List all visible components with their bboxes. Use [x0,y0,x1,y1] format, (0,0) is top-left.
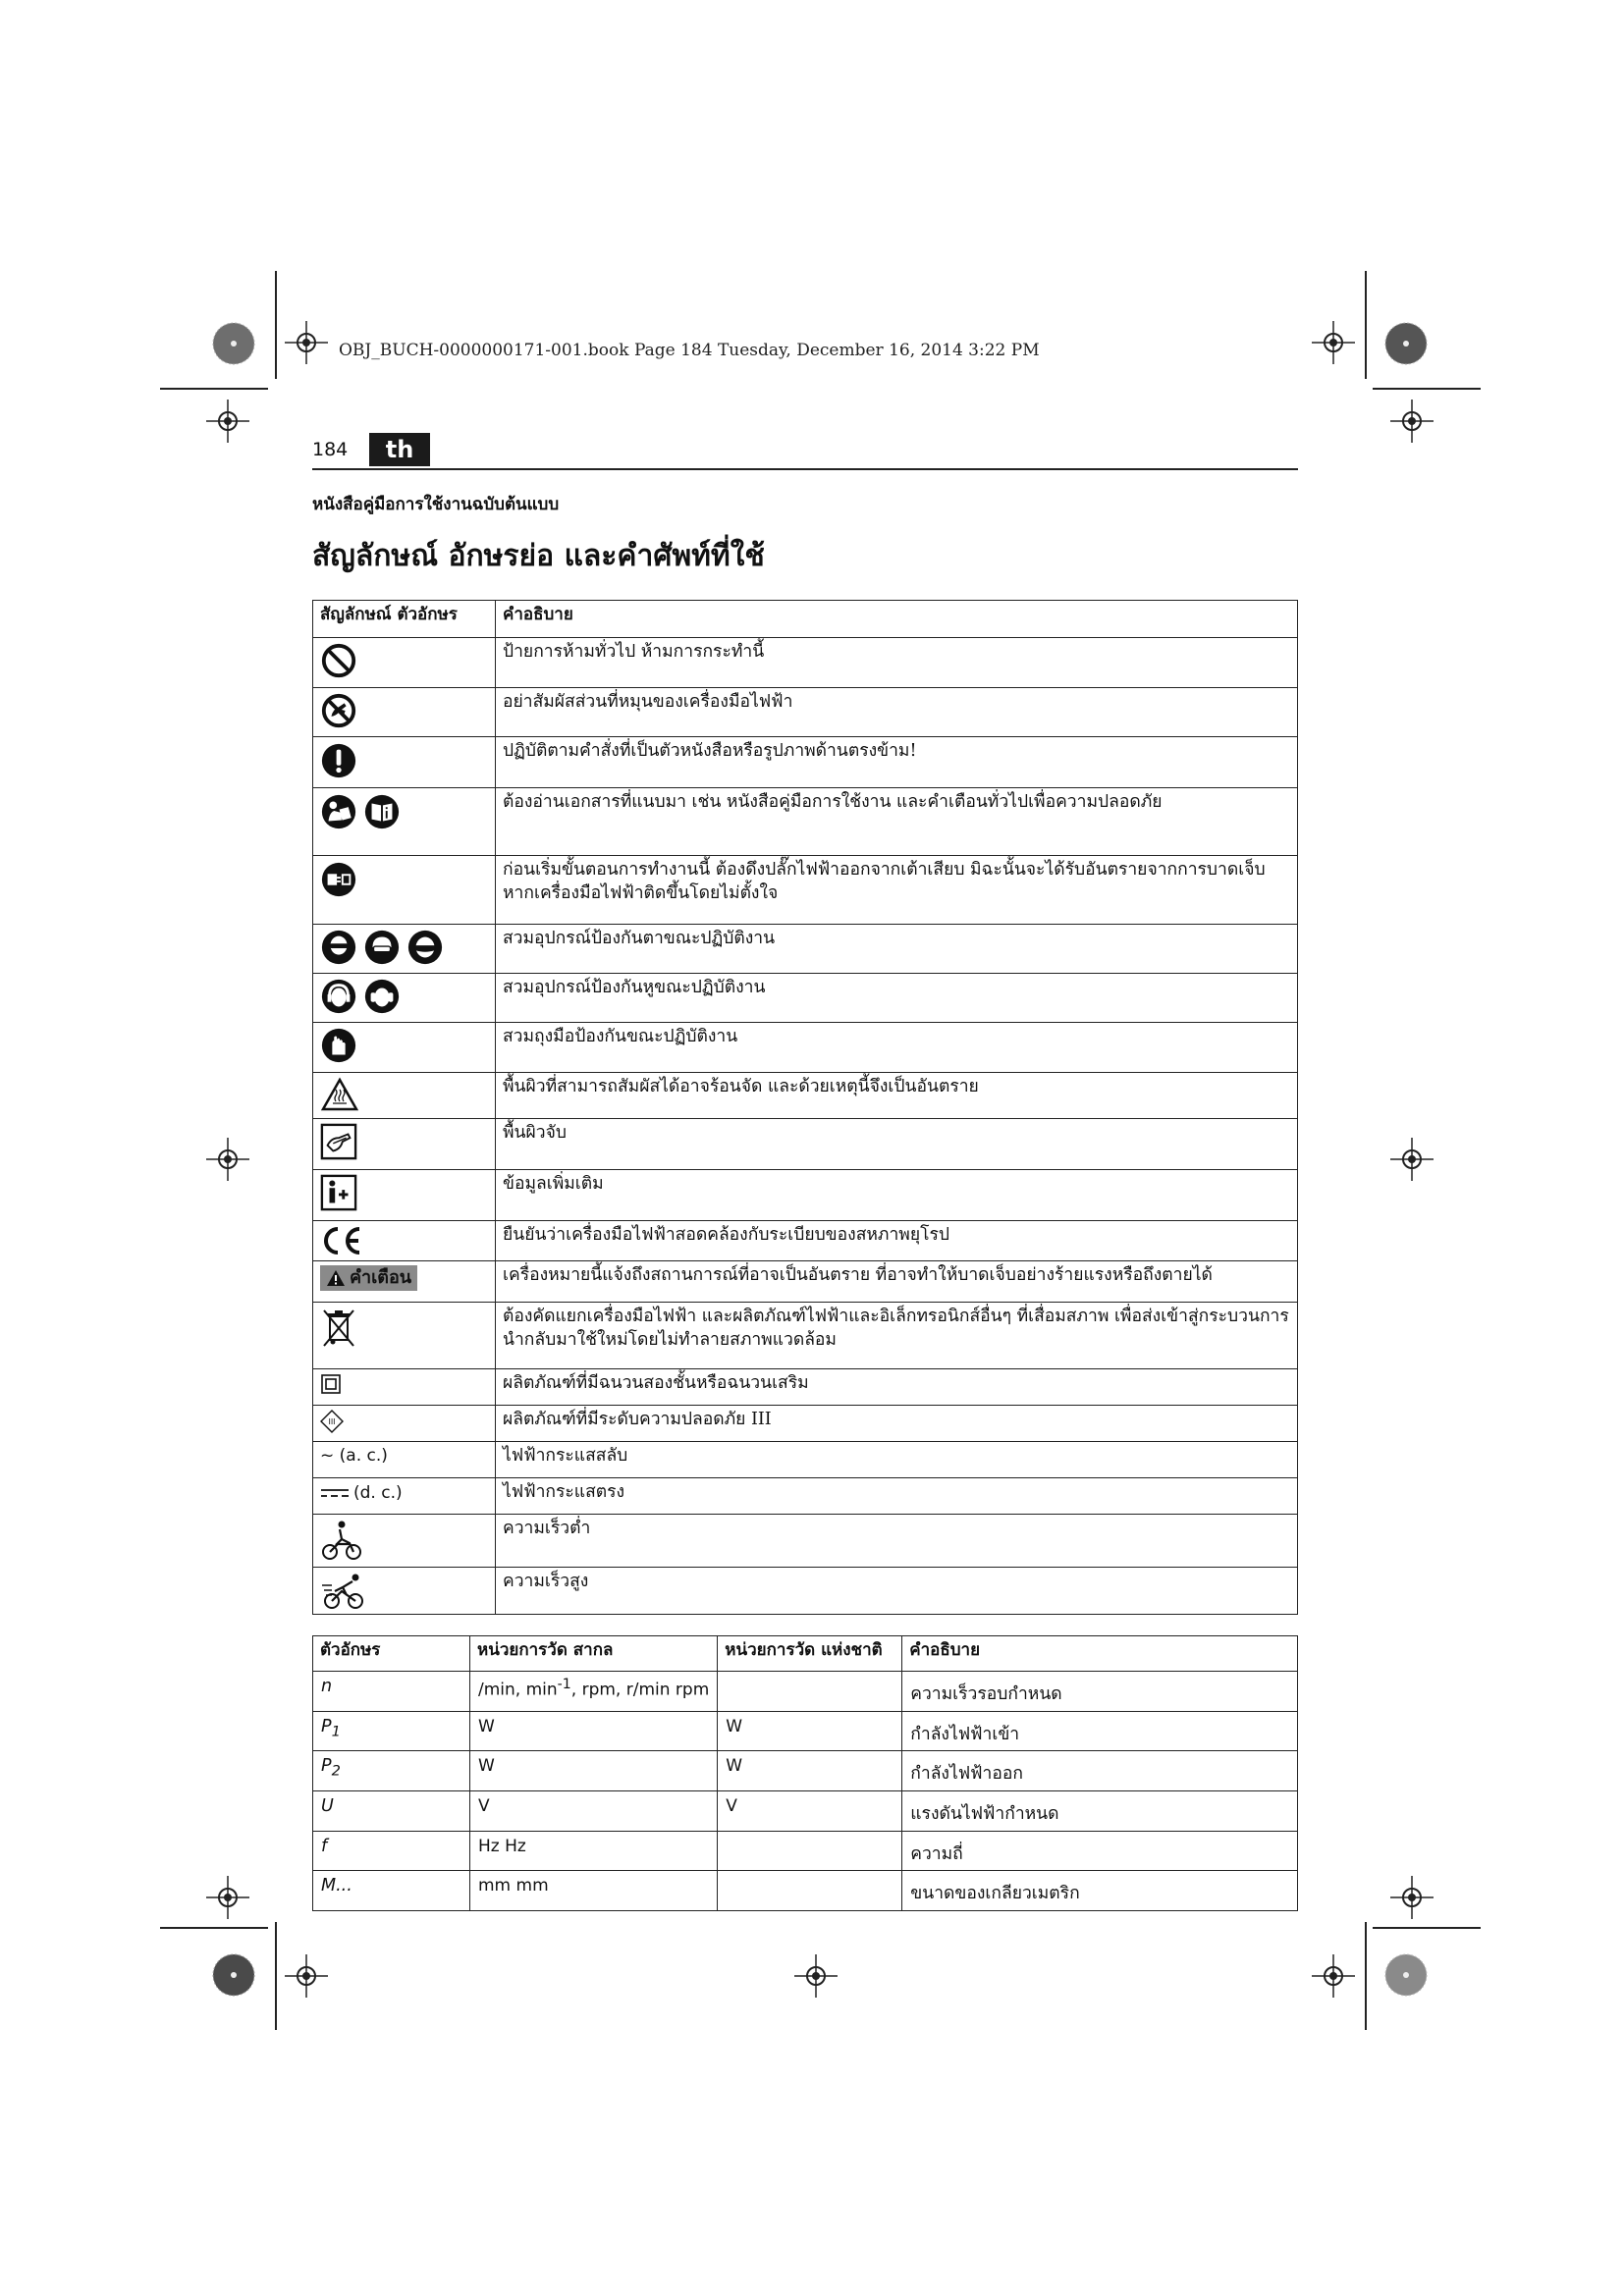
description-cell: ขนาดของเกลียวเมตริก [902,1871,1298,1911]
national-unit-cell [718,1871,902,1911]
si-unit-cell: Hz Hz [470,1831,718,1871]
color-wheel-icon [212,1953,255,1997]
trim-line [160,388,268,390]
crosshair-icon [1390,1138,1434,1181]
crosshair-icon [794,1954,838,1998]
low-speed-icon [320,1519,363,1562]
trim-line [1365,271,1367,379]
table-row [313,1568,1298,1615]
crosshair-icon [1312,321,1355,364]
si-unit-cell: W [470,1711,718,1751]
symbol-sub: 2 [331,1762,341,1780]
description-cell: ข้อมูลเพิ่มเติม [496,1170,1298,1221]
symbol-cell [313,1442,496,1478]
symbol-cell [313,1515,496,1568]
table-row [313,974,1298,1023]
table-header-row [313,1636,1298,1672]
description-cell: พื้นผิวที่สามารถสัมผัสได้อาจร้อนจัด และด้วยเหตุนี้จึงเป็นอันตราย [496,1073,1298,1119]
description-cell: ไฟฟ้ากระแสสลับ [496,1442,1298,1478]
column-header: คำอธิบาย [496,601,1298,638]
symbol-cell [313,737,496,788]
units-table [312,1635,1298,1911]
description-cell: ต้องคัดแยกเครื่องมือไฟฟ้า และผลิตภัณฑ์ไฟฟ้าและอิเล็กทรอนิกส์อื่นๆ ที่เสื่อมสภาพ เพื่อส่งเข้าสู่กระบวนการนำกลับมาใช้ใหม่โดยไม่ทำลายสภาพแวดล้อม [496,1303,1298,1369]
description-cell: แรงดันไฟฟ้ากำหนด [902,1790,1298,1831]
eye-protection-icon-3 [406,929,444,966]
table-row [313,788,1298,856]
trim-line [1365,1922,1367,2030]
description-cell: อย่าสัมผัสส่วนที่หมุนของเครื่องมือไฟฟ้า [496,688,1298,737]
crosshair-icon [285,1954,328,1998]
symbol-cell: n [313,1672,470,1712]
color-wheel-icon [1384,1953,1428,1997]
crosshair-icon [206,1138,249,1181]
si-unit-text: /min, min [478,1680,558,1700]
eye-protection-icon-2 [363,929,401,966]
symbol-cell [313,1303,496,1369]
symbol-text: P [321,1716,332,1736]
table-row [313,1478,1298,1515]
gloves-icon [320,1027,357,1064]
description-cell: ป้ายการห้ามทั่วไป ห้ามการกระทำนี้ [496,638,1298,688]
crosshair-icon [206,1876,249,1919]
ce-mark-icon [320,1225,363,1256]
table-row [313,1790,1298,1831]
high-speed-icon [320,1572,367,1611]
table-row [313,1871,1298,1911]
description-cell: กำลังไฟฟ้าเข้า [902,1711,1298,1751]
national-unit-cell: W [718,1751,902,1791]
symbol-cell: f [313,1831,470,1871]
symbol-cell [313,1261,496,1303]
table-row [313,856,1298,925]
warning-triangle-icon [326,1269,346,1287]
si-unit-cell [470,1672,718,1712]
description-cell: ผลิตภัณฑ์ที่มีระดับความปลอดภัย III [496,1406,1298,1442]
symbol-cell: U [313,1790,470,1831]
symbol-cell [313,1119,496,1170]
svg-text:III: III [328,1417,336,1426]
column-header: คำอธิบาย [902,1636,1298,1672]
crosshair-icon [206,400,249,443]
symbol-cell [313,856,496,925]
table-row [313,1119,1298,1170]
table-row [313,688,1298,737]
table-row [313,1369,1298,1406]
trim-line [275,271,277,379]
symbol-cell [313,1711,470,1751]
symbol-cell: M... [313,1871,470,1911]
description-cell: สวมถุงมือป้องกันขณะปฏิบัติงาน [496,1023,1298,1073]
trim-line [1373,1927,1481,1929]
description-cell: สวมอุปกรณ์ป้องกันหูขณะปฏิบัติงาน [496,974,1298,1023]
description-cell: ต้องอ่านเอกสารที่แนบมา เช่น หนังสือคู่มือการใช้งาน และคำเตือนทั่วไปเพื่อความปลอดภัย [496,788,1298,856]
table-row [313,638,1298,688]
description-cell: ความเร็วต่ำ [496,1515,1298,1568]
symbol-cell [313,1568,496,1615]
description-cell: สวมอุปกรณ์ป้องกันตาขณะปฏิบัติงาน [496,925,1298,974]
page-title: สัญลักษณ์ อักษรย่อ และคำศัพท์ที่ใช้ [312,539,765,573]
national-unit-cell [718,1672,902,1712]
trim-line [160,1927,268,1929]
column-header: หน่วยการวัด แห่งชาติ [718,1636,902,1672]
si-unit-sup: -1 [557,1677,571,1692]
warning-badge [320,1265,417,1291]
table-row [313,1831,1298,1871]
read-manual-person-icon [320,792,357,831]
class-ii-icon [320,1373,344,1395]
symbol-cell [313,688,496,737]
book-header: OBJ_BUCH-0000000171-001.book Page 184 Tuesday, December 16, 2014 3:22 PM [339,341,1040,360]
description-cell: ปฏิบัติตามคำสั่งที่เป็นตัวหนังสือหรือรูปภาพด้านตรงข้าม! [496,737,1298,788]
trim-line [1373,388,1481,390]
symbol-cell [313,1221,496,1261]
description-cell: พื้นผิวจับ [496,1119,1298,1170]
column-header: สัญลักษณ์ ตัวอักษร [313,601,496,638]
prohibition-icon [320,642,357,679]
color-wheel-icon [1384,322,1428,365]
description-cell: ไฟฟ้ากระแสตรง [496,1478,1298,1515]
symbol-cell [313,1751,470,1791]
description-cell: ผลิตภัณฑ์ที่มีฉนวนสองชั้นหรือฉนวนเสริม [496,1369,1298,1406]
color-wheel-icon [212,322,255,365]
symbol-cell [313,1478,496,1515]
table-row [313,1221,1298,1261]
table-row [313,1406,1298,1442]
symbol-cell [313,974,496,1023]
class-iii-icon [320,1410,344,1433]
mandatory-exclamation-icon [320,741,357,780]
table-row [313,1751,1298,1791]
si-unit-tail: , rpm, r/min rpm [570,1680,710,1700]
symbol-sub: 1 [331,1723,341,1740]
table-header-row [313,601,1298,638]
weee-bin-icon [320,1307,357,1352]
symbol-text: P [321,1756,332,1777]
symbol-cell [313,638,496,688]
trim-line [275,1922,277,2030]
column-header: ตัวอักษร [313,1636,470,1672]
info-icon [320,1174,357,1211]
table-row [313,1023,1298,1073]
table-row [313,1303,1298,1369]
si-unit-cell: W [470,1751,718,1791]
symbol-cell [313,1023,496,1073]
hot-surface-icon [320,1077,359,1112]
description-cell: กำลังไฟฟ้าออก [902,1751,1298,1791]
table-row [313,1261,1298,1303]
si-unit-cell: V [470,1790,718,1831]
eye-protection-icon-1 [320,929,357,966]
unplug-icon [320,860,357,899]
table-row [313,1170,1298,1221]
table-row [313,1442,1298,1478]
crosshair-icon [285,321,328,364]
read-manual-book-icon [363,792,401,831]
subtitle: หนังสือคู่มือการใช้งานฉบับต้นแบบ [312,495,560,514]
grip-surface-icon [320,1123,357,1160]
crosshair-icon [1390,1876,1434,1919]
symbol-cell [313,1170,496,1221]
description-cell: ความเร็วสูง [496,1568,1298,1615]
warning-badge-label: คำเตือน [350,1267,412,1288]
ear-protection-icon-1 [320,978,357,1015]
header-rule [312,468,1298,470]
language-badge: th [369,433,430,466]
crosshair-icon [1312,1954,1355,1998]
ear-protection-icon-2 [363,978,401,1015]
symbol-cell [313,788,496,856]
table-row [313,1672,1298,1712]
symbol-cell [313,1073,496,1119]
dc-symbol-icon [320,1486,350,1500]
national-unit-cell: W [718,1711,902,1751]
column-header: หน่วยการวัด สากล [470,1636,718,1672]
description-cell: ความเร็วรอบกำหนด [902,1672,1298,1712]
crosshair-icon [1390,400,1434,443]
description-cell: ก่อนเริ่มขั้นตอนการทำงานนี้ ต้องดึงปลั๊กไฟฟ้าออกจากเต้าเสียบ มิฉะนั้นจะได้รับอันตรายจากการบาดเจ็บหากเครื่องมือไฟฟ้าติดขึ้นโดยไม่ตั้งใจ [496,856,1298,925]
si-unit-cell: mm mm [470,1871,718,1911]
description-cell: ความถี่ [902,1831,1298,1871]
table-row [313,1515,1298,1568]
table-row [313,925,1298,974]
no-touch-rotating-icon [320,692,357,729]
description-cell: เครื่องหมายนี้แจ้งถึงสถานการณ์ที่อาจเป็นอันตราย ที่อาจทำให้บาดเจ็บอย่างร้ายแรงหรือถึงตายได้ [496,1261,1298,1303]
table-row [313,1711,1298,1751]
page-number: 184 [312,439,349,460]
symbol-cell [313,1369,496,1406]
dc-symbol: (d. c.) [353,1483,403,1503]
symbol-cell [313,1406,496,1442]
symbols-table [312,600,1298,1615]
table-row [313,1073,1298,1119]
national-unit-cell [718,1831,902,1871]
ac-symbol: ~ (a. c.) [320,1446,388,1466]
symbol-cell [313,925,496,974]
description-cell: ยืนยันว่าเครื่องมือไฟฟ้าสอดคล้องกับระเบียบของสหภาพยุโรป [496,1221,1298,1261]
national-unit-cell: V [718,1790,902,1831]
table-row [313,737,1298,788]
